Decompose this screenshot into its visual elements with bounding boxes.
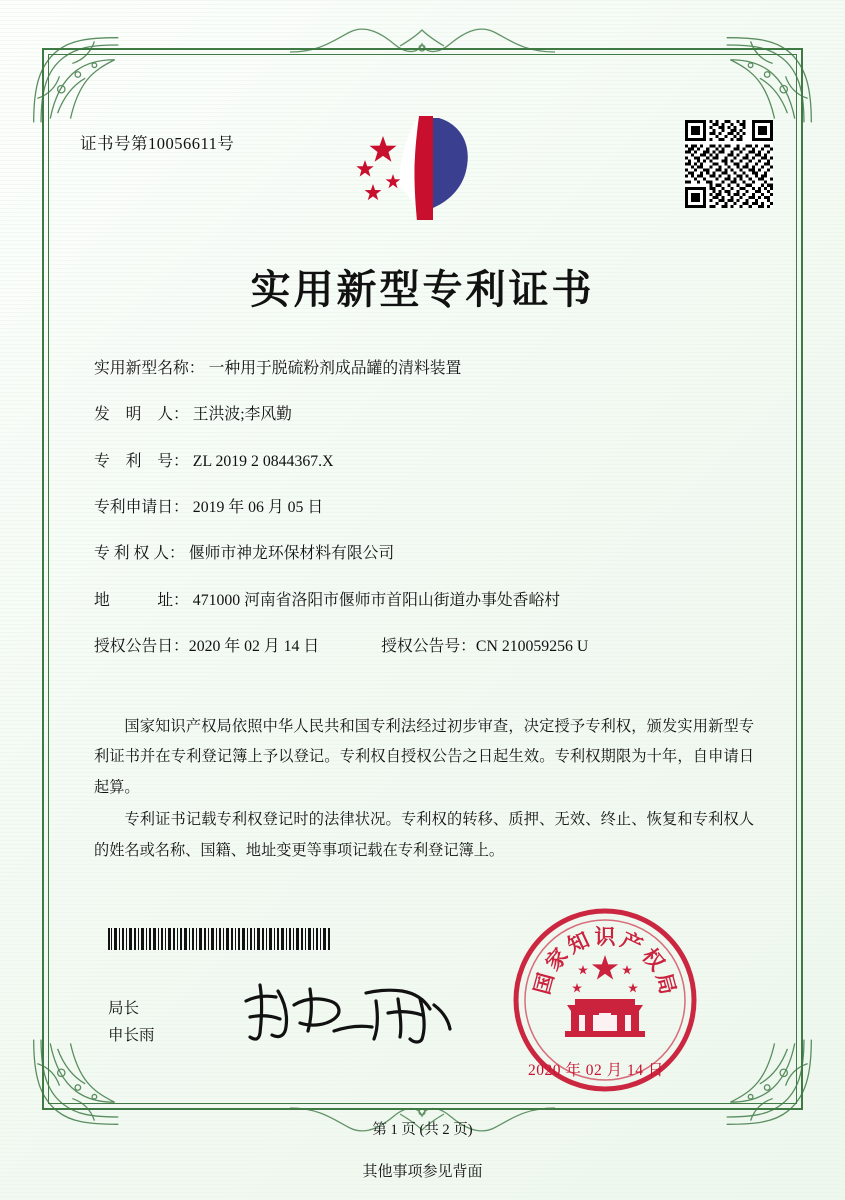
- page-title: 实用新型专利证书: [250, 267, 595, 312]
- certificate-number: 证书号第10056611号: [80, 134, 235, 153]
- field-label-grant-number: 授权公告号：: [381, 637, 476, 655]
- svg-text:局: 局: [651, 970, 681, 997]
- field-value-inventor: 王洪波;李风勤: [192, 406, 292, 424]
- field-value-patent-number: ZL 2019 2 0844367.X: [192, 452, 334, 470]
- barcode-icon: [108, 928, 330, 950]
- paragraph-1: 国家知识产权局依照中华人民共和国专利法经过初步审查，决定授予专利权，颁发实用新型专利证书并在专利登记簿上予以登记。专利权自授权公告之日起生效。专利权期限为十年，自申请日起算。: [94, 718, 754, 796]
- svg-text:知: 知: [563, 927, 593, 959]
- field-row: [94, 451, 754, 472]
- signature-name: 申长雨: [108, 1027, 155, 1045]
- corner-ornament-icon: [30, 34, 122, 126]
- svg-text:权: 权: [637, 943, 670, 976]
- svg-text:家: 家: [540, 943, 573, 976]
- paragraph-2: 专利证书记载专利权登记时的法律状况。专利权的转移、质押、无效、终止、恢复和专利权人的姓名或名称、国籍、地址变更等事项记载在专利登记簿上。: [94, 811, 754, 859]
- field-label-application-date: 专利申请日：: [94, 498, 189, 516]
- field-row: [94, 543, 754, 564]
- corner-ornament-icon: [723, 34, 815, 126]
- svg-text:识: 识: [594, 925, 616, 949]
- field-label-patentee: 专 利 权 人：: [94, 545, 185, 563]
- footer-note: 其他事项参见背面: [362, 1164, 483, 1180]
- field-label-inventor: 发 明 人：: [94, 406, 189, 424]
- signature-title: 局长: [108, 1000, 140, 1017]
- qr-code-icon: [685, 120, 773, 208]
- grant-number-pair: [381, 636, 588, 657]
- field-value-grant-number: CN 210059256 U: [475, 637, 589, 655]
- edge-ornament-icon: [290, 26, 555, 56]
- field-row: [94, 590, 754, 611]
- field-list: [94, 358, 754, 683]
- svg-text:国: 国: [529, 970, 559, 997]
- corner-ornament-icon: [723, 1036, 815, 1128]
- cnipa-emblem-icon: [347, 108, 497, 226]
- signature-block: [108, 995, 155, 1049]
- field-label-grant-date: 授权公告日：: [94, 637, 189, 655]
- seal-date: 2020 年 02 月 14 日: [528, 1062, 664, 1079]
- field-value-application-date: 2019 年 06 月 05 日: [192, 498, 324, 516]
- legal-text: [94, 712, 754, 868]
- field-value-grant-date: 2020 年 02 月 14 日: [188, 637, 320, 655]
- field-value-utility-model-name: 一种用于脱硫粉剂成品罐的清料装置: [208, 360, 462, 377]
- svg-text:产: 产: [617, 927, 647, 959]
- field-row: [94, 497, 754, 518]
- field-row: [94, 404, 754, 425]
- field-label-address: 地 址：: [94, 591, 189, 609]
- corner-ornament-icon: [30, 1036, 122, 1128]
- field-value-patentee: 偃师市神龙环保材料有限公司: [188, 545, 395, 563]
- field-row-grant-info: [94, 636, 754, 657]
- field-label-patent-number: 专 利 号：: [94, 452, 189, 470]
- field-row: [94, 358, 754, 379]
- handwritten-signature-icon: [238, 975, 458, 1047]
- page-indicator: 第 1 页 (共 2 页): [372, 1122, 473, 1138]
- field-label-utility-model-name: 实用新型名称：: [94, 360, 205, 377]
- field-value-address: 471000 河南省洛阳市偃师市首阳山街道办事处香峪村: [192, 591, 561, 609]
